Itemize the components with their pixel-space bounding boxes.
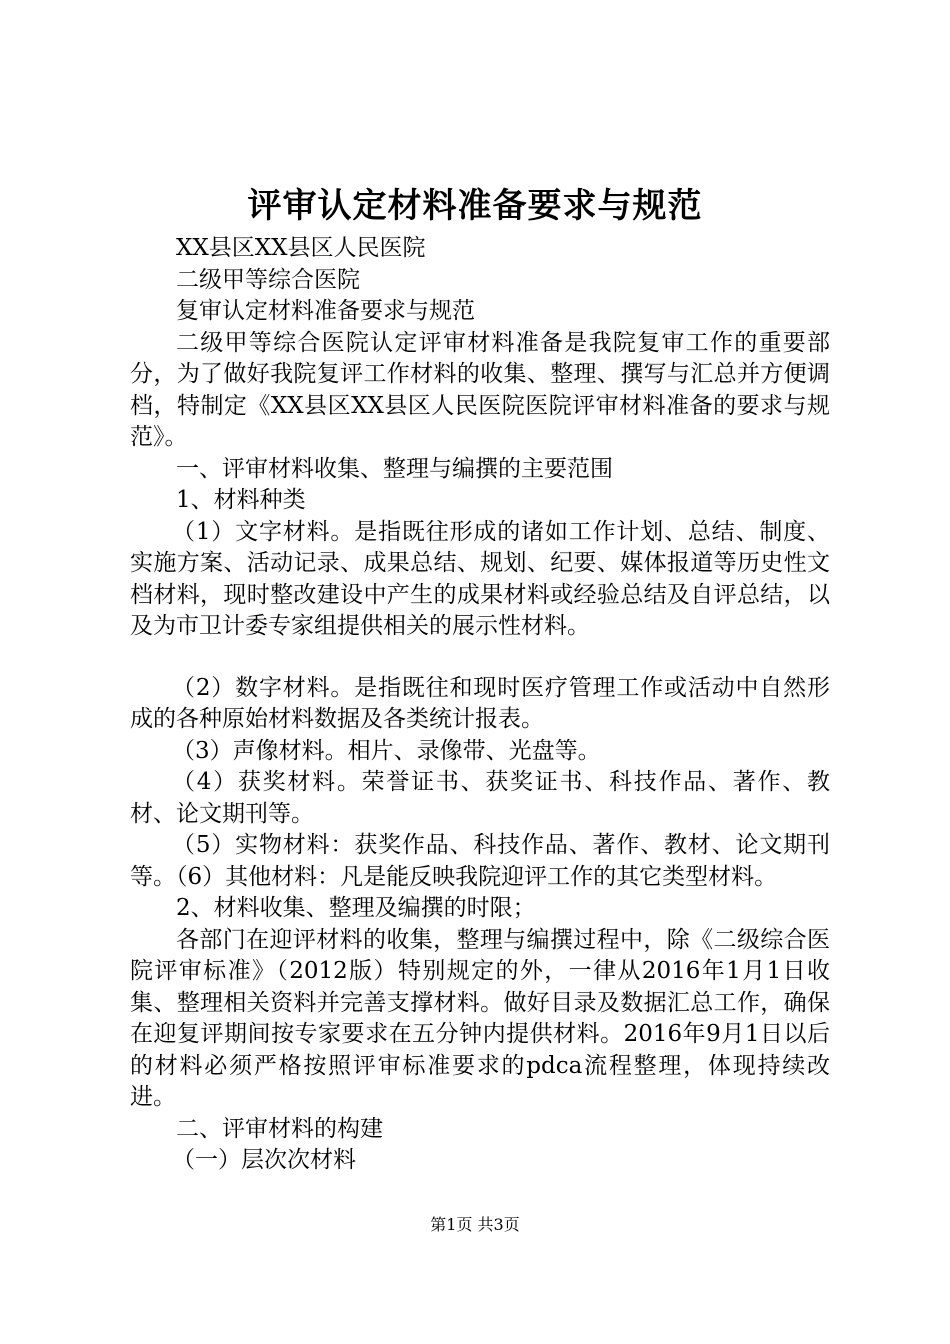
page-footer: 第1页 共3页 [430, 1215, 520, 1234]
physical-materials-paragraph: （5）实物材料：获奖作品、科技作品、著作、教材、论文期刊等。（6）其他材料：凡是能反映我院迎评工作的其它类型材料。 [130, 832, 830, 890]
hospital-grade-line: 二级甲等综合医院 [176, 266, 360, 293]
document-body [130, 233, 830, 1177]
paragraph-gap [130, 643, 830, 673]
hospital-name-line: XX县区XX县区人民医院 [176, 235, 426, 261]
subsection-heading-1: 1、材料种类 [176, 487, 306, 513]
text-materials-paragraph: （1）文字材料。是指既往形成的诸如工作计划、总结、制度、实施方案、活动记录、成果总结、规划、纪要、媒体报道等历史性文档材料，现时整改建设中产生的成果材料或经验总结及自评总结，以及为市卫计委专家组提供相关的展示性材料。 [130, 518, 830, 639]
section-heading-1: 一、评审材料收集、整理与编撰的主要范围 [176, 455, 613, 482]
audio-visual-paragraph: （3）声像材料。相片、录像带、光盘等。 [172, 737, 601, 764]
subsection-heading-2: 2、材料收集、整理及编撰的时限； [176, 895, 536, 921]
subtitle-line: 复审认定材料准备要求与规范 [176, 298, 475, 324]
intro-paragraph: 二级甲等综合医院认定评审材料准备是我院复审工作的重要部分，为了做好我院复评工作材料的收集、整理、撰写与汇总并方便调档，特制定《XX县区XX县区人民医院医院评审材料准备的要求与规范》。 [130, 329, 830, 450]
timeline-paragraph: 各部门在迎评材料的收集，整理与编撰过程中，除《二级综合医院评审标准》（2012版）特别规定的外，一律从2016年1月1日收集、整理相关资料并完善支撑材料。做好目录及数据汇总工作，确保在迎复评期间按专家要求在五分钟内提供材料。2016年9月1日以后的材料必须严格按照评审标准要求的pdca流程整理，体现持续改进。 [130, 926, 830, 1110]
award-materials-paragraph: （4）获奖材料。荣誉证书、获奖证书、科技作品、著作、教材、论文期刊等。 [130, 769, 830, 827]
digital-materials-paragraph: （2）数字材料。是指既往和现时医疗管理工作或活动中自然形成的各种原始材料数据及各类统计报表。 [130, 674, 830, 732]
subsection-heading-3: （一）层次次材料 [172, 1147, 356, 1173]
document-title: 评审认定材料准备要求与规范 [247, 186, 703, 226]
section-heading-2: 二、评审材料的构建 [176, 1115, 383, 1142]
